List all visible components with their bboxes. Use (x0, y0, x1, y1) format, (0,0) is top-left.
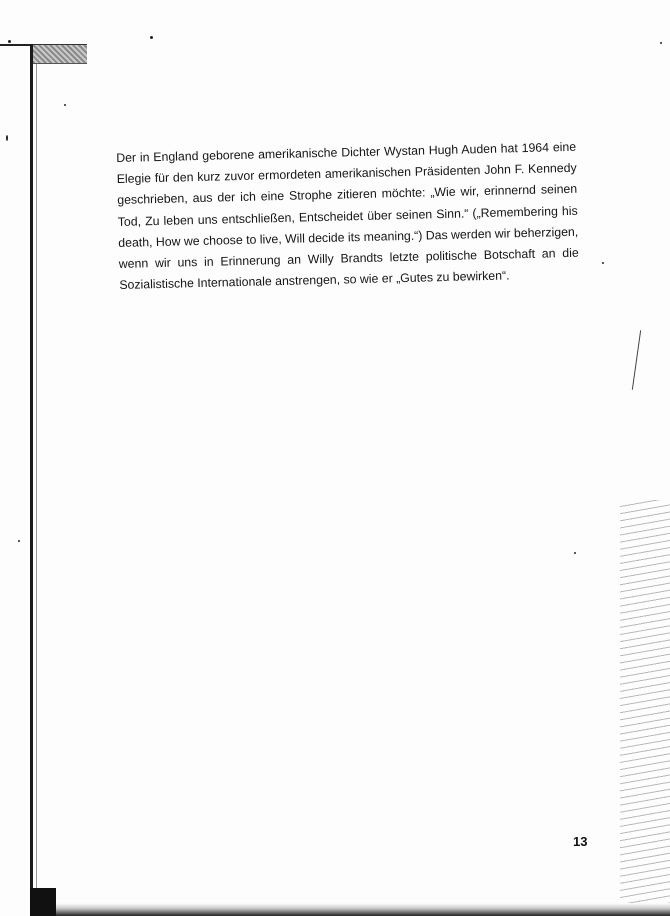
scan-speck (6, 135, 8, 141)
scan-speck (602, 262, 604, 264)
scan-artifact-right-line (632, 330, 641, 390)
scan-artifact-top-rule (0, 44, 32, 46)
scan-speck (64, 104, 66, 106)
body-paragraph: Der in England geborene amerikanische Dichter Wystan Hugh Auden hat 1964 eine Elegie für den kurz zuvor ermordeten amerikanischen Präsidenten John F. Kennedy geschrieben, aus der ich eine Strophe zitieren möchte: „Wie wir, erinnernd seinen Tod, Zu leben uns entschließen, Entscheidet über seinen Sinn.“ („Remembering his death, How we choose to live, Will decide its meaning.“) Das werden wir beherzigen, wenn wir uns in Erinnerung an Willy Brandts letzte politische Botschaft an die Sozialistische Internationale anstrengen, so wie er „Gutes zu bewirken“. (116, 139, 579, 293)
binding-edge (30, 44, 33, 916)
scan-speck (574, 552, 576, 554)
page-number: 13 (573, 834, 588, 849)
scan-bottom-edge (40, 903, 670, 916)
scan-speck (8, 40, 11, 43)
scan-speck (18, 540, 20, 542)
binding-shadow (36, 52, 37, 912)
scan-noise-right (620, 500, 670, 916)
scan-bottom-corner (30, 888, 56, 916)
scan-speck (660, 42, 662, 44)
scan-speck (150, 36, 153, 39)
scan-artifact-strip (33, 44, 87, 64)
